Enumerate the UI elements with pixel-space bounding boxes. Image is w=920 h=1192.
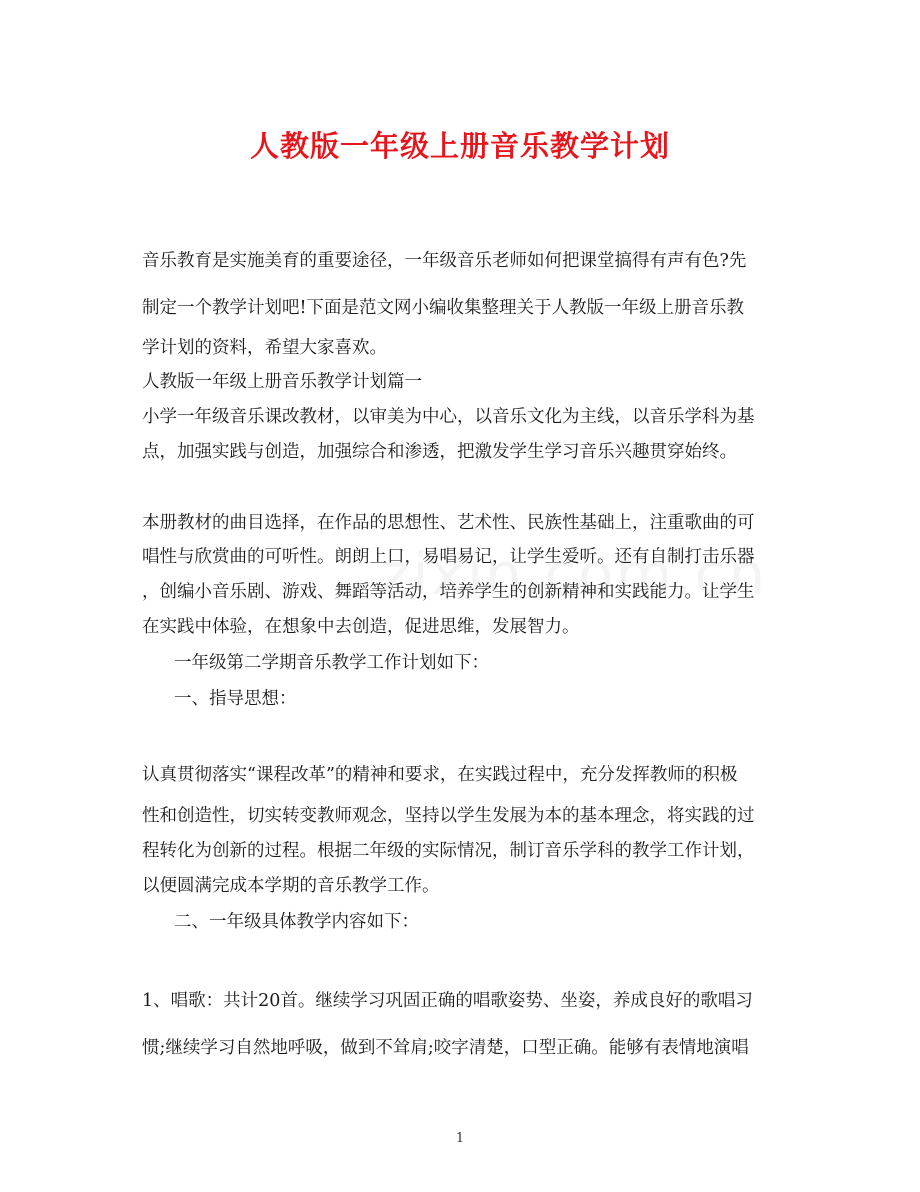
paragraph-line: 点，加强实践与创造，加强综合和渗透，把激发学生学习音乐兴趣贯穿始终。 [142,442,737,462]
paragraph-line: 1、唱歌：共计20首。继续学习巩固正确的唱歌姿势、坐姿，养成良好的歌唱习 [142,991,753,1011]
paragraph-line: 本册教材的曲目选择，在作品的思想性、艺术性、民族性基础上，注重歌曲的可 [142,513,755,533]
paragraph-line: ，创编小音乐剧、游戏、舞蹈等活动，培养学生的创新精神和实践能力。让学生 [142,582,755,602]
paragraph-line: 认真贯彻落实“课程改革”的精神和要求，在实践过程中，充分发挥教师的积极 [142,765,738,785]
paragraph-line: 制定一个教学计划吧!下面是范文网小编收集整理关于人教版一年级上册音乐教 [142,298,745,318]
paragraph-line: 惯;继续学习自然地呼吸，做到不耸肩;咬字清楚，口型正确。能够有表情地演唱 [142,1038,749,1058]
page-number: 1 [455,1131,465,1146]
section-heading: 人教版一年级上册音乐教学计划篇一 [142,372,422,392]
paragraph-line: 小学一年级音乐课改教材，以审美为中心，以音乐文化为主线，以音乐学科为基 [142,407,755,427]
paragraph-line: 唱性与欣赏曲的可听性。朗朗上口，易唱易记，让学生爱听。还有自制打击乐器 [142,547,755,567]
paragraph-line: 音乐教育是实施美育的重要途径，一年级音乐老师如何把课堂搞得有声有色?先 [142,251,747,271]
paragraph-line: 学计划的资料，希望大家喜欢。 [142,338,387,358]
page-title: 人教版一年级上册音乐教学计划 [249,129,670,163]
paragraph-line: 程转化为创新的过程。根据二年级的实际情况，制订音乐学科的教学工作计划， [142,841,755,861]
section-heading: 二、一年级具体教学内容如下： [174,912,419,932]
paragraph-line: 以便圆满完成本学期的音乐教学工作。 [142,876,440,896]
paragraph-line: 在实践中体验，在想象中去创造，促进思维，发展智力。 [142,617,580,637]
paragraph-line: 一年级第二学期音乐教学工作计划如下： [174,653,489,673]
paragraph-line: 性和创造性，切实转变教师观念，坚持以学生发展为本的基本理念，将实践的过 [142,806,755,826]
section-heading: 一、指导思想： [174,689,297,709]
